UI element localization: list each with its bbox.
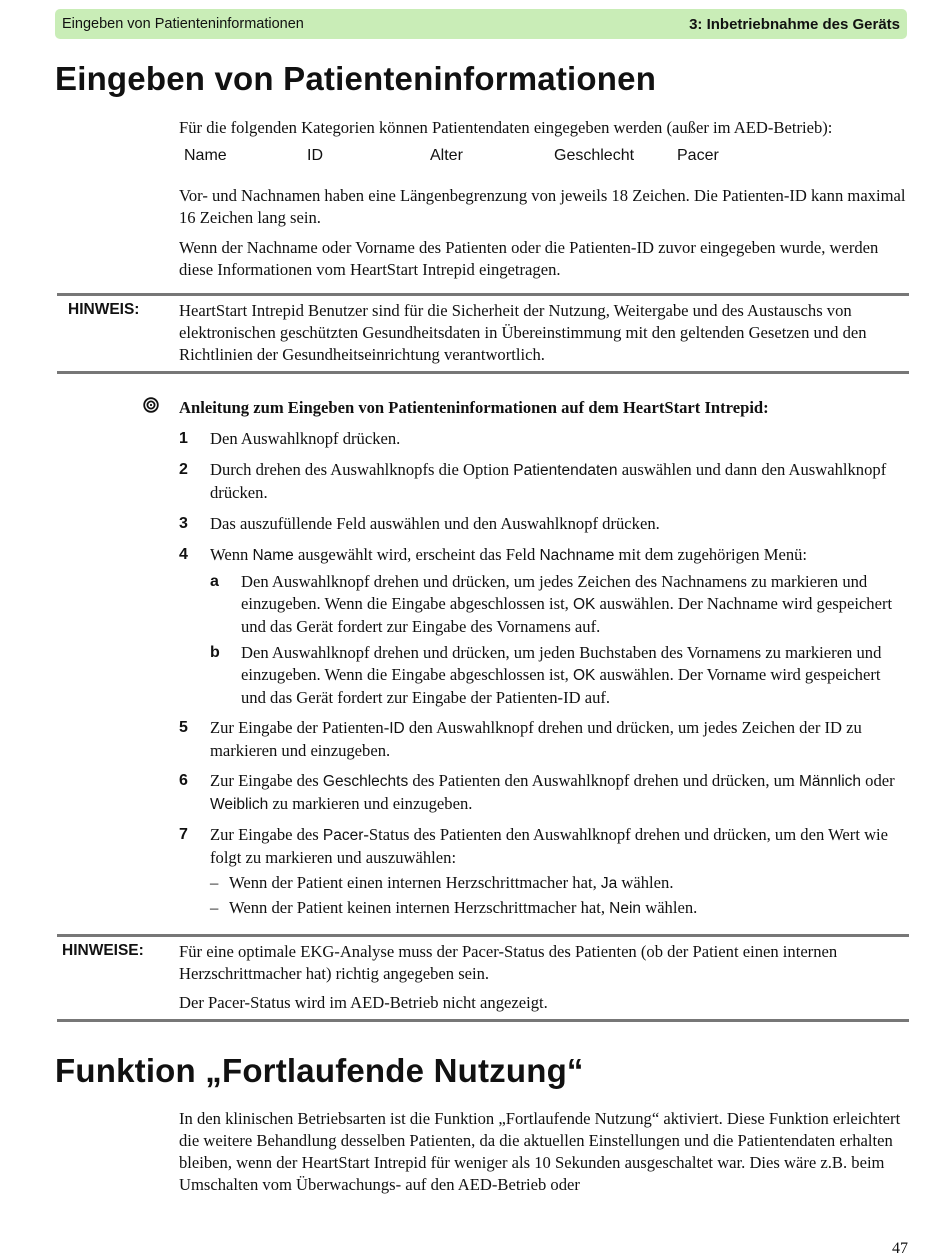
ui-term: Geschlechts: [322, 773, 409, 790]
notes-label: HINWEISE:: [62, 942, 144, 959]
page-number: 47: [892, 1240, 908, 1257]
step-text: Das auszufüllende Feld auswählen und den Auswahlknopf drücken.: [210, 514, 660, 533]
substep-text: Den Auswahlknopf drehen und drücken, um jedes Zeichen des Nachnamens zu markieren und einzugeben. Wenn die Eingabe abgeschlossen ist, OK auswählen. Der Nachname wird gespeichert und das Gerät fordert zur Eingabe des Vornamens auf.: [241, 572, 893, 636]
notes-divider-top: [57, 934, 909, 937]
ui-term: OK: [572, 667, 596, 684]
step-text: Durch drehen des Auswahlknopfs die Option Patientendaten auswählen und dann den Auswahlknopf drücken.: [210, 460, 887, 502]
ui-term: Name: [252, 547, 294, 564]
section-title-continuous-use: Funktion „Fortlaufende Nutzung“: [55, 1052, 584, 1089]
dash-marker: –: [210, 873, 219, 892]
step-number: 5: [179, 719, 188, 736]
category-gender: Geschlecht: [554, 147, 635, 164]
category-name: Name: [184, 147, 227, 164]
prefill-text: Wenn der Nachname oder Vorname des Patienten oder die Patienten-ID zuvor eingegeben wurde, werden diese Informationen vom HeartStart Intrepid eingetragen.: [179, 238, 879, 279]
dash-text: Wenn der Patient keinen internen Herzschrittmacher hat, Nein wählen.: [229, 898, 698, 917]
step-number: 4: [179, 546, 188, 563]
ui-term: Patientendaten: [513, 462, 618, 479]
notes-text-2: Der Pacer-Status wird im AED-Betrieb nicht angezeigt.: [179, 993, 548, 1012]
step-text: Zur Eingabe der Patienten-ID den Auswahlknopf drehen und drücken, um jedes Zeichen der ID zu markieren und einzugeben.: [210, 718, 862, 760]
substep-letter: a: [210, 573, 219, 590]
ui-term: Pacer: [322, 827, 364, 844]
category-pacer: Pacer: [677, 147, 719, 164]
procedure-target-icon: [143, 397, 159, 413]
continuous-use-text: In den klinischen Betriebsarten ist die Funktion „Fortlaufende Nutzung“ aktiviert. Diese Funktion erleichtert die weitere Behandlung desselben Patienten, da die aktuellen Einstellungen und die Patientendaten erhalten bleiben, wenn der HeartStart Intrepid für weniger als 10 Sekunden ausgeschaltet war. Dies wäre z.B. beim Umschalten vom Überwachungs- auf den AED-Betrieb oder: [179, 1109, 901, 1194]
step-text: Den Auswahlknopf drücken.: [210, 429, 401, 448]
note-text: HeartStart Intrepid Benutzer sind für die Sicherheit der Nutzung, Weitergabe und des Austauschs von elektronischen geschützten Gesundheitsdaten in Übereinstimmung mit den geltenden Gesetzen und den Richtlinien der Gesundheitseinrichtung verantwortlich.: [179, 301, 867, 364]
note-divider-top: [57, 293, 909, 296]
substep-text: Den Auswahlknopf drehen und drücken, um jeden Buchstaben des Vornamens zu markieren und einzugeben. Wenn die Eingabe abgeschlossen ist, OK auswählen. Der Vorname wird gespeichert und das Gerät fordert zur Eingabe der Patienten-ID auf.: [241, 643, 882, 707]
step-text: Zur Eingabe des Pacer-Status des Patienten den Auswahlknopf drehen und drücken, um den Wert wie folgt zu markieren und auszuwählen:: [210, 825, 889, 867]
notes-text-1: Für eine optimale EKG-Analyse muss der Pacer-Status des Patienten (ob der Patient einen internen Herzschrittmacher hat) richtig angegeben sein.: [179, 942, 838, 983]
step-number: 6: [179, 772, 188, 789]
ui-term: Nachname: [539, 547, 615, 564]
step-number: 1: [179, 430, 188, 447]
note-divider-bottom: [57, 371, 909, 374]
ui-term: Ja: [600, 875, 618, 892]
dash-text: Wenn der Patient einen internen Herzschrittmacher hat, Ja wählen.: [229, 873, 674, 892]
section-title-patient-info: Eingeben von Patienteninformationen: [55, 60, 657, 97]
step-text: Zur Eingabe des Geschlechts des Patienten den Auswahlknopf drehen und drücken, um Männlich oder Weiblich zu markieren und einzugeben.: [210, 771, 895, 813]
substep-letter: b: [210, 644, 220, 661]
step-number: 2: [179, 461, 188, 478]
notes-divider-bottom: [57, 1019, 909, 1022]
ui-term: OK: [572, 596, 596, 613]
ui-term: Nein: [609, 900, 642, 917]
running-header: [55, 9, 907, 39]
category-id: ID: [307, 147, 323, 164]
header-section-title: Eingeben von Patienteninformationen: [62, 16, 304, 32]
procedure-title: Anleitung zum Eingeben von Patienteninformationen auf dem HeartStart Intrepid:: [179, 398, 769, 417]
intro-text: Für die folgenden Kategorien können Patientendaten eingegeben werden (außer im AED-Betrieb):: [179, 118, 833, 137]
length-limit-text: Vor- und Nachnamen haben eine Längenbegrenzung von jeweils 18 Zeichen. Die Patienten-ID kann maximal 16 Zeichen lang sein.: [179, 186, 906, 227]
ui-term: Weiblich: [210, 796, 269, 813]
note-label: HINWEIS:: [68, 301, 140, 318]
category-age: Alter: [430, 147, 463, 164]
dash-marker: –: [210, 898, 219, 917]
step-number: 3: [179, 515, 188, 532]
header-chapter-title: 3: Inbetriebnahme des Geräts: [689, 15, 900, 33]
ui-term: Männlich: [799, 773, 862, 790]
step-text: Wenn Name ausgewählt wird, erscheint das Feld Nachname mit dem zugehörigen Menü:: [210, 545, 808, 564]
ui-term: ID: [389, 720, 405, 737]
step-number: 7: [179, 826, 188, 843]
